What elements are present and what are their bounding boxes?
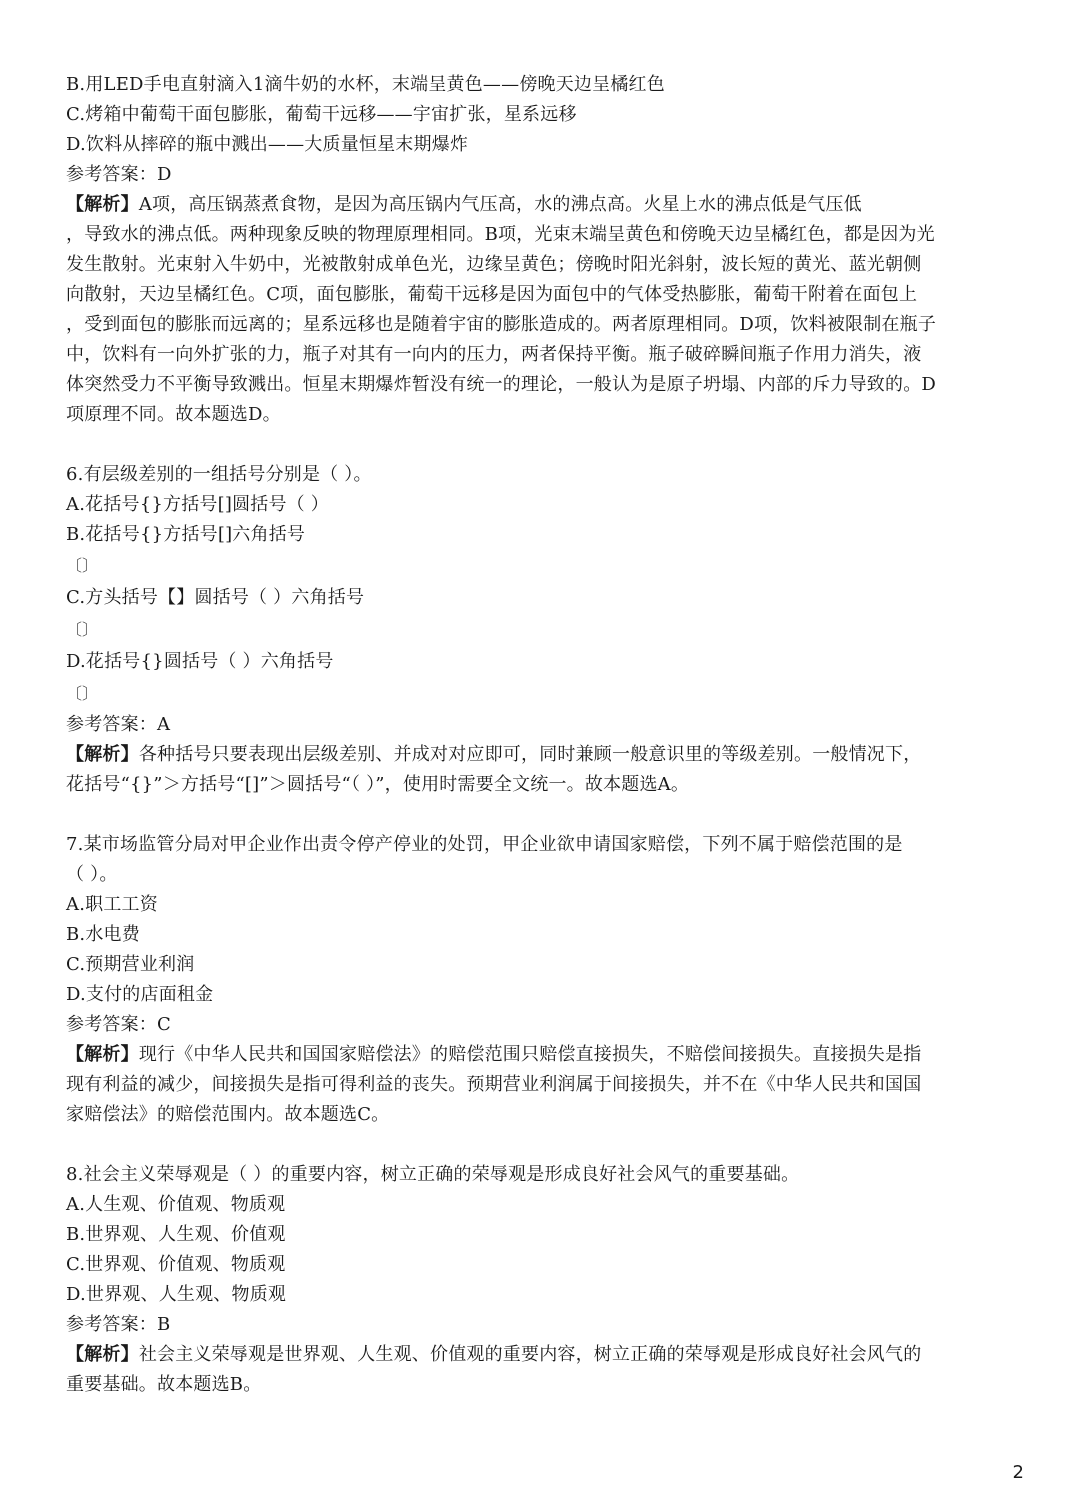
analysis-line: A项，高压锅蒸煮食物，是因为高压锅内气压高，水的沸点高。火星上水的沸点低是气压低 [138, 194, 862, 215]
analysis-line: 向散射，天边呈橘红色。C项，面包膨胀，葡萄干远移是因为面包中的气体受热膨胀，葡萄干附着在面包上 [66, 284, 918, 305]
analysis-line: 现有利益的减少，间接损失是指可得利益的丧失。预期营业利润属于间接损失，并不在《中华人民共和国国 [66, 1074, 922, 1095]
option-b: B.世界观、人生观、价值观 [66, 1224, 286, 1245]
analysis [66, 1040, 1016, 1130]
analysis-line: 体突然受力不平衡导致溅出。恒星末期爆炸暂没有统一的理论，一般认为是原子坍塌、内部的斥力导致的。D [66, 374, 937, 395]
analysis-line: ，导致水的沸点低。两种现象反映的物理原理相同。B项，光束末端呈黄色和傍晚天边呈橘红色，都是因为光 [66, 224, 935, 245]
analysis-line: 重要基础。故本题选B。 [66, 1374, 262, 1395]
analysis-tag: 【解析】 [66, 194, 139, 215]
question-stem: 8.社会主义荣辱观是（ ）的重要内容，树立正确的荣辱观是形成良好社会风气的重要基础。 [66, 1164, 800, 1185]
spacer [66, 430, 1016, 460]
analysis-tag: 【解析】 [66, 744, 139, 765]
document-page [66, 70, 1016, 1400]
analysis-tag: 【解析】 [66, 1344, 139, 1365]
question-7 [66, 830, 1016, 1130]
question-stem: 6.有层级差别的一组括号分别是（ ）。 [66, 464, 372, 485]
analysis-line: 各种括号只要表现出层级差别、并成对对应即可，同时兼顾一般意识里的等级差别。一般情况下， [138, 744, 922, 765]
analysis-line: 发生散射。光束射入牛奶中，光被散射成单色光，边缘呈黄色；傍晚时阳光斜射，波长短的黄光、蓝光朝侧 [66, 254, 922, 275]
analysis-line: 项原理不同。故本题选D。 [66, 404, 281, 425]
analysis-line: 社会主义荣辱观是世界观、人生观、价值观的重要内容，树立正确的荣辱观是形成良好社会风气的 [138, 1344, 922, 1365]
option-c: C.方头括号【】圆括号（ ）六角括号 [66, 587, 365, 608]
option-b-continuation: 〔〕 [66, 556, 99, 575]
question-5 [66, 70, 1016, 430]
reference-answer: 参考答案：C [66, 1014, 171, 1035]
spacer [66, 1130, 1016, 1160]
option-b: B.用LED手电直射滴入1滴牛奶的水杯，末端呈黄色——傍晚天边呈橘红色 [66, 74, 665, 95]
question-stem-continuation: （ ）。 [66, 864, 118, 885]
option-a: A.人生观、价值观、物质观 [66, 1194, 286, 1215]
question-8 [66, 1160, 1016, 1400]
reference-answer: 参考答案：A [66, 714, 171, 735]
option-d: D.花括号{}圆括号（ ）六角括号 [66, 651, 334, 672]
option-a: A.职工工资 [66, 894, 158, 915]
analysis [66, 740, 1016, 800]
analysis [66, 1340, 1016, 1400]
analysis-tag: 【解析】 [66, 1044, 139, 1065]
option-c: C.世界观、价值观、物质观 [66, 1254, 286, 1275]
option-d-continuation: 〔〕 [66, 684, 99, 703]
analysis-line: 现行《中华人民共和国国家赔偿法》的赔偿范围只赔偿直接损失，不赔偿间接损失。直接损失是指 [138, 1044, 922, 1065]
option-b: B.花括号{}方括号[]六角括号 [66, 524, 306, 545]
option-d: D.饮料从摔碎的瓶中溅出——大质量恒星末期爆炸 [66, 134, 469, 155]
option-d: D.世界观、人生观、物质观 [66, 1284, 287, 1305]
analysis-line: 花括号“{}”＞方括号“[]”＞圆括号“（ ）”，使用时需要全文统一。故本题选A。 [66, 774, 690, 795]
reference-answer: 参考答案：B [66, 1314, 171, 1335]
question-stem: 7.某市场监管分局对甲企业作出责令停产停业的处罚，甲企业欲申请国家赔偿，下列不属于赔偿范围的是 [66, 834, 903, 855]
analysis-line: 家赔偿法》的赔偿范围内。故本题选C。 [66, 1104, 390, 1125]
option-d: D.支付的店面租金 [66, 984, 214, 1005]
option-b: B.水电费 [66, 924, 140, 945]
option-c: C.预期营业利润 [66, 954, 195, 975]
analysis-line: 中，饮料有一向外扩张的力，瓶子对其有一向内的压力，两者保持平衡。瓶子破碎瞬间瓶子作用力消失，液 [66, 344, 922, 365]
option-c: C.烤箱中葡萄干面包膨胀，葡萄干远移——宇宙扩张，星系远移 [66, 104, 577, 125]
option-a: A.花括号{}方括号[]圆括号（ ） [66, 494, 329, 515]
question-6 [66, 460, 1016, 800]
spacer [66, 800, 1016, 830]
analysis [66, 190, 1016, 430]
option-c-continuation: 〔〕 [66, 620, 99, 639]
reference-answer: 参考答案：D [66, 164, 172, 185]
page-number: 2 [1012, 1462, 1024, 1483]
analysis-line: ，受到面包的膨胀而远离的；星系远移也是随着宇宙的膨胀造成的。两者原理相同。D项，饮料被限制在瓶子 [66, 314, 937, 335]
